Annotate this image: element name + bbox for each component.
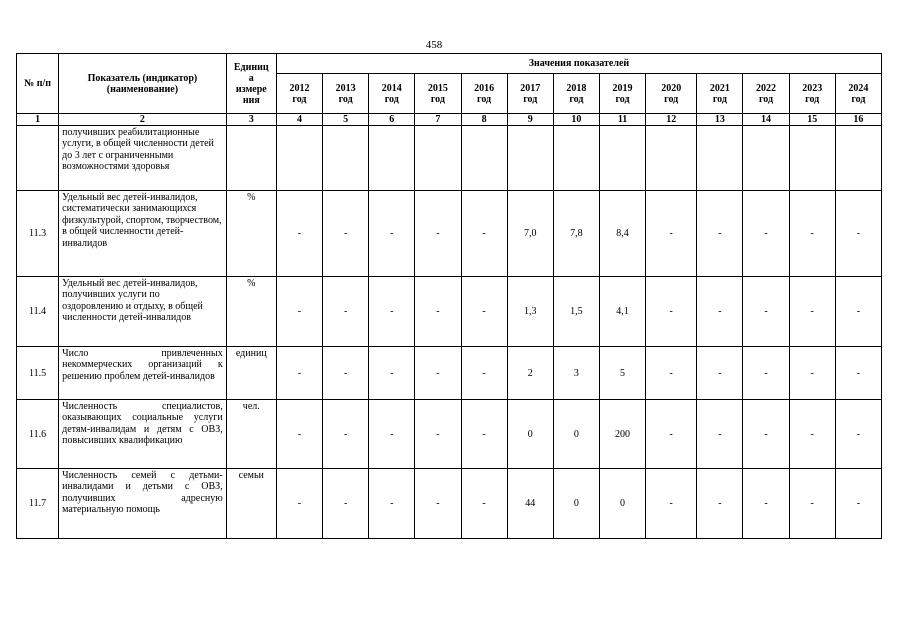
indicator-value: - [415,469,461,539]
indicator-value: - [789,347,835,400]
year-value: 2023 [802,82,823,94]
indicator-value: - [369,347,415,400]
header-year [461,74,507,114]
header-unit-line: Единиц [233,61,269,73]
indicators-table [16,53,882,539]
year-suffix: год [292,93,307,105]
header-year [415,74,461,114]
indicator-value: - [323,347,369,400]
row-number [17,126,59,191]
indicator-value: - [646,191,697,277]
table-row [17,347,882,400]
indicator-value: - [835,469,881,539]
header-unit-line: а [248,72,254,84]
row-number: 11.3 [17,191,59,277]
header-unit-line: измере [235,83,267,95]
year-value: 2012 [289,82,310,94]
indicator-value: - [835,277,881,347]
header-year [646,74,697,114]
header-year [789,74,835,114]
indicator-value: - [697,277,743,347]
column-number: 13 [697,114,743,126]
indicator-name: Удельный вес детей-инвалидов, систематически занимающихся физкультурой, спортом, творчеством, в общей численности детей-инвалидов [59,191,227,277]
indicator-value: - [415,400,461,469]
year-suffix: год [712,93,727,105]
year-suffix: год [851,93,866,105]
indicator-value [789,126,835,191]
column-number: 6 [369,114,415,126]
indicator-value: - [697,191,743,277]
indicator-value: - [323,469,369,539]
indicator-value: - [415,277,461,347]
indicator-value [276,126,322,191]
year-value: 2021 [709,82,730,94]
year-suffix: год [569,93,584,105]
column-number: 11 [599,114,645,126]
indicator-value: - [369,469,415,539]
indicator-value: 1,5 [553,277,599,347]
header-year [743,74,789,114]
indicator-value: 0 [553,469,599,539]
indicator-value: - [461,347,507,400]
indicator-value: - [276,191,322,277]
column-number: 4 [276,114,322,126]
header-indicator: Показатель (индикатор) (наименование) [59,54,227,114]
header-year [323,74,369,114]
indicator-value: - [743,400,789,469]
indicator-value [323,126,369,191]
indicator-value: - [789,400,835,469]
table-row [17,400,882,469]
indicator-value: 0 [507,400,553,469]
indicator-value: 8,4 [599,191,645,277]
indicator-value: - [697,469,743,539]
indicator-value: - [743,277,789,347]
indicator-value: - [646,469,697,539]
indicator-value: - [276,400,322,469]
indicator-value: - [646,277,697,347]
header-year [369,74,415,114]
table-row [17,277,882,347]
year-value: 2015 [427,82,448,94]
table-header [17,54,882,126]
column-number: 15 [789,114,835,126]
unit-of-measure: единиц [226,347,276,400]
year-suffix: год [805,93,820,105]
indicator-value: - [743,469,789,539]
table-row [17,469,882,539]
year-value: 2020 [661,82,682,94]
year-suffix: год [430,93,445,105]
table-body [17,126,882,539]
unit-of-measure: % [226,277,276,347]
year-value: 2017 [520,82,541,94]
year-value: 2019 [612,82,633,94]
indicator-value: - [369,277,415,347]
indicator-value: - [276,347,322,400]
column-number: 8 [461,114,507,126]
header-unit-line: ния [242,94,260,106]
indicator-value: 44 [507,469,553,539]
indicator-value: - [835,191,881,277]
indicator-value [599,126,645,191]
indicator-value [461,126,507,191]
table-row [17,191,882,277]
row-number: 11.6 [17,400,59,469]
column-number: 9 [507,114,553,126]
unit-of-measure: семьи [226,469,276,539]
indicator-value [507,126,553,191]
indicator-value: - [461,191,507,277]
indicator-value: - [323,277,369,347]
indicator-name: Удельный вес детей-инвалидов, получивших услуги по оздоровлению и отдыху, в общей численности детей-инвалидов [59,277,227,347]
indicator-value: - [789,277,835,347]
header-year [507,74,553,114]
year-value: 2014 [381,82,402,94]
unit-of-measure [226,126,276,191]
indicator-value: - [276,469,322,539]
column-number-row [17,114,882,126]
indicator-value: 4,1 [599,277,645,347]
indicator-value: - [697,347,743,400]
unit-of-measure: чел. [226,400,276,469]
indicator-value: 7,0 [507,191,553,277]
row-number: 11.5 [17,347,59,400]
header-num: № п/п [17,54,59,114]
indicator-value: 3 [553,347,599,400]
indicator-value: 2 [507,347,553,400]
year-suffix: год [523,93,538,105]
indicator-value: - [835,347,881,400]
indicator-value [553,126,599,191]
year-suffix: год [759,93,774,105]
header-year [697,74,743,114]
column-number: 14 [743,114,789,126]
indicator-value: - [743,191,789,277]
column-number: 12 [646,114,697,126]
indicator-value [415,126,461,191]
indicator-value: - [323,191,369,277]
column-number: 7 [415,114,461,126]
indicator-value: - [323,400,369,469]
column-number: 1 [17,114,59,126]
page-number: 458 [425,39,443,51]
indicator-name: Число привлеченных некоммерческих организаций к решению проблем детей-инвалидов [59,347,227,400]
indicator-value: - [415,191,461,277]
table-row [17,126,882,191]
indicator-value: - [646,347,697,400]
indicator-value: - [743,347,789,400]
year-value: 2024 [848,82,869,94]
year-suffix: год [615,93,630,105]
year-value: 2016 [474,82,495,94]
year-value: 2018 [566,82,587,94]
indicator-value [835,126,881,191]
indicator-value: - [369,191,415,277]
year-suffix: год [477,93,492,105]
indicator-name: Численность семей с детьми-инвалидами и детьми с ОВЗ, получивших адресную материальную помощь [59,469,227,539]
indicator-value: - [789,191,835,277]
indicator-value: 5 [599,347,645,400]
indicator-value: - [461,469,507,539]
header-year [599,74,645,114]
year-suffix: год [338,93,353,105]
indicator-value: - [276,277,322,347]
column-number: 10 [553,114,599,126]
indicator-value: - [646,400,697,469]
indicator-value: 0 [599,469,645,539]
indicator-value: 7,8 [553,191,599,277]
header-year [553,74,599,114]
year-suffix: год [384,93,399,105]
row-number: 11.4 [17,277,59,347]
unit-of-measure: % [226,191,276,277]
year-suffix: год [664,93,679,105]
indicator-value: - [835,400,881,469]
indicator-value: 1,3 [507,277,553,347]
indicator-name: Численность специалистов, оказывающих социальные услуги детям-инвалидам и детям с ОВЗ, повысивших квалификацию [59,400,227,469]
indicator-value [697,126,743,191]
indicator-value: - [461,277,507,347]
indicator-value: 200 [599,400,645,469]
indicator-value: - [789,469,835,539]
indicator-value [646,126,697,191]
indicator-value: - [697,400,743,469]
indicator-value [369,126,415,191]
column-number: 5 [323,114,369,126]
indicator-value: - [415,347,461,400]
indicator-value: 0 [553,400,599,469]
column-number: 2 [59,114,227,126]
indicator-value: - [369,400,415,469]
header-values-title: Значения показателей [276,54,881,74]
year-value: 2013 [335,82,356,94]
indicator-value [743,126,789,191]
year-value: 2022 [756,82,777,94]
header-year [276,74,322,114]
row-number: 11.7 [17,469,59,539]
indicator-value: - [461,400,507,469]
header-year [835,74,881,114]
column-number: 16 [835,114,881,126]
column-number: 3 [226,114,276,126]
header-unit [226,54,276,114]
indicator-name: получивших реабилитационные услуги, в общей численности детей до 3 лет с ограниченными возможностями здоровья [59,126,227,191]
